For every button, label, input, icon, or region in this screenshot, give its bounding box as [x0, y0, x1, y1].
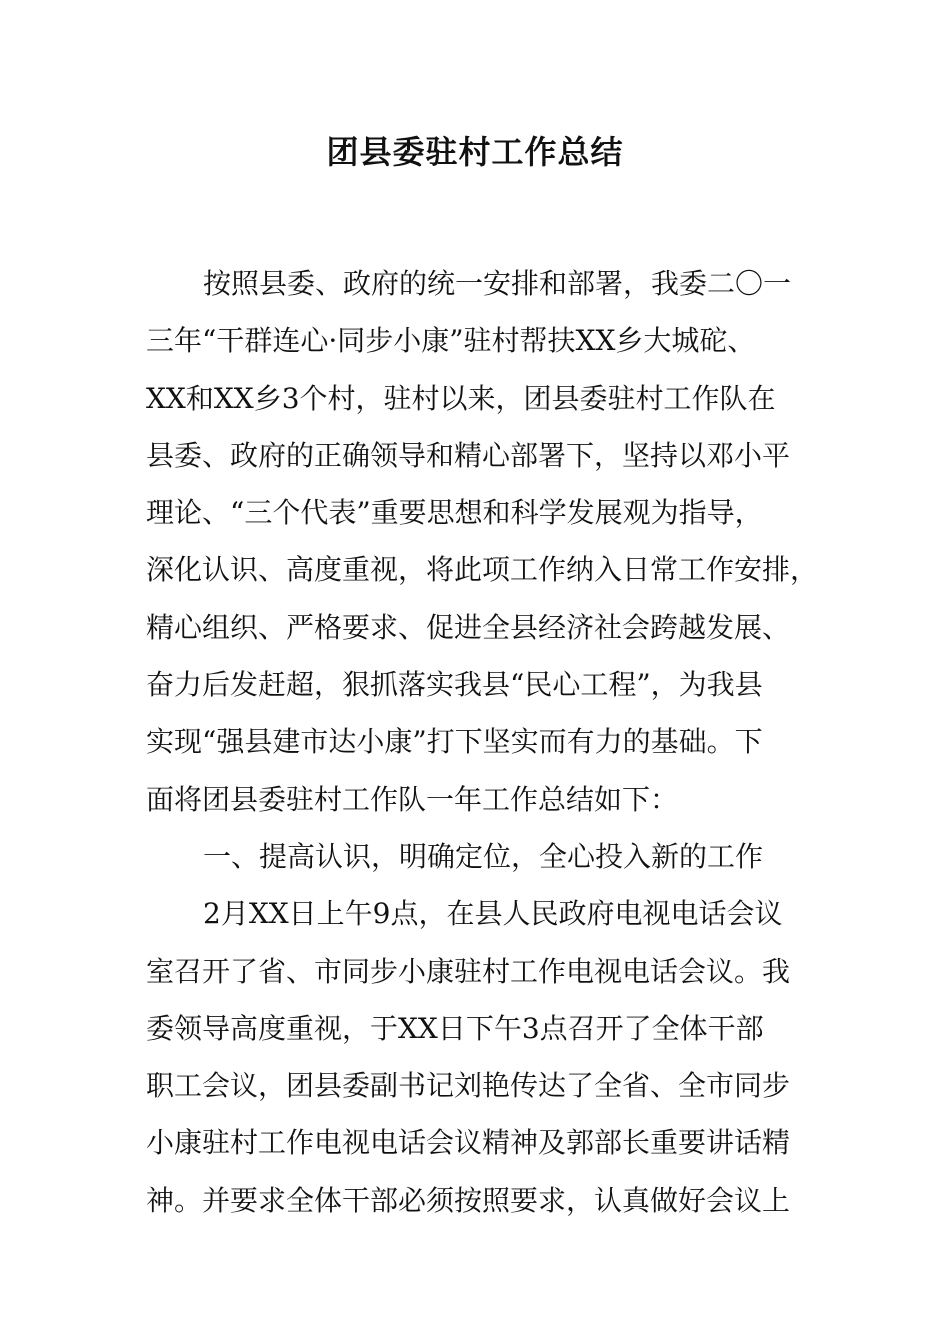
text-line: XX和XX乡3个村，驻村以来，团县委驻村工作队在 [146, 381, 776, 415]
text-line: 委领导高度重视，于XX日下午3点召开了全体干部 [146, 1011, 764, 1045]
section-heading: 一、提高认识，明确定位，全心投入新的工作 [203, 839, 764, 873]
document-body [146, 255, 819, 1229]
text-line: 精心组织、严格要求、促进全县经济社会跨越发展、 [146, 610, 791, 644]
text-line: 小康驻村工作电视电话会议精神及郭部长重要讲话精 [146, 1126, 791, 1160]
text-line: 深化认识、高度重视，将此项工作纳入日常工作安排， [146, 553, 819, 587]
text-line: 室召开了省、市同步小康驻村工作电视电话会议。我 [146, 954, 791, 988]
text-line: 三年“干群连心·同步小康”驻村帮扶XX乡大城砣、 [146, 324, 756, 358]
text-line: 2月XX日上午9点，在县人民政府电视电话会议 [203, 897, 783, 931]
text-line: 奋力后发赶超，狠抓落实我县“民心工程”，为我县 [146, 668, 763, 702]
document-title: 团县委驻村工作总结 [326, 133, 624, 171]
text-line: 理论、“三个代表”重要思想和科学发展观为指导， [146, 496, 763, 530]
text-line: 实现“强县建市达小康”打下坚实而有力的基础。下 [146, 725, 763, 759]
text-line: 县委、政府的正确领导和精心部署下，坚持以邓小平 [146, 438, 791, 472]
text-line: 职工会议，团县委副书记刘艳传达了全省、全市同步 [146, 1069, 791, 1103]
text-line: 面将团县委驻村工作队一年工作总结如下： [146, 782, 679, 816]
text-line: 神。并要求全体干部必须按照要求，认真做好会议上 [146, 1183, 791, 1217]
text-line: 按照县委、政府的统一安排和部署，我委二〇一 [203, 267, 792, 300]
